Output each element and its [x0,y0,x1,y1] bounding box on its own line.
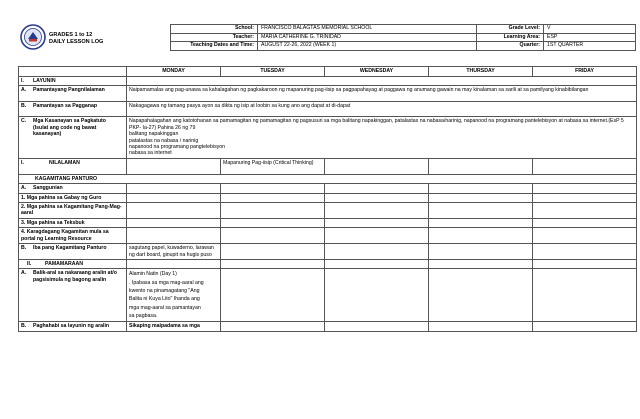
school-label: School: [171,25,258,34]
empty-cell [533,184,637,193]
empty-cell [533,218,637,227]
area-value: ESP [544,33,636,42]
empty-cell [429,218,533,227]
dates-value: AUGUST 22-26, 2022 (WEEK 1) [258,42,477,51]
form-title-line2: DAILY LESSON LOG [49,39,104,45]
b-text: Nakagagawa ng tamang pasya ayon sa dikta ng isip at loobin sa kung ano ang dapat at di-dapat [127,102,637,117]
day-tuesday: TUESDAY [221,67,325,77]
empty-cell [127,184,221,193]
nilalaman-mon [127,158,221,174]
a-label: Pamantayang Pangnilalaman [33,87,105,94]
dates-label: Teaching Dates and Time: [171,42,258,51]
empty-cell [221,193,325,202]
c-text-2: patalastas na nabasa / narinig [129,137,199,144]
row-sub2 [19,203,637,219]
day-monday: MONDAY [127,67,221,77]
row-sub1 [19,193,637,202]
nilalaman-fri [533,158,637,174]
paghahabi-num: B. [21,323,27,330]
empty-cell [533,322,637,331]
row-pamantayan-sa-pagganap [19,102,637,117]
empty-cell [221,218,325,227]
day-header-row [19,67,637,77]
row-pamantayang-pangnilalaman [19,86,637,102]
empty-cell [429,322,533,331]
balik-text-3: Balita ni Kuya Lito" Ihanda ang [129,296,200,303]
empty-cell [325,244,429,260]
teacher-label: Teacher: [171,33,258,42]
header-info-table [170,24,636,51]
row-paghahabi [19,322,637,331]
grade-value: V [544,25,636,34]
empty-cell [221,259,325,268]
empty-cell [221,228,325,244]
corner-cell [19,67,127,77]
layunin-heading [19,77,127,86]
balik-num: A. [21,270,27,277]
balik-text-1: . Ipabasa sa mga mag-aaral ang [129,279,204,286]
a-label-cell [19,86,127,102]
empty-cell [533,193,637,202]
empty-cell [221,184,325,193]
row-balik-aral [19,269,637,322]
balik-text-2: kwento na pinamagatang "Ang [129,287,200,294]
nilalaman-wed [325,158,429,174]
sub1-label: 1. Mga pahina sa Gabay ng Guro [19,193,127,202]
empty-cell [127,259,221,268]
grade-label: Grade Level: [477,25,544,34]
quarter-label: Quarter: [477,42,544,51]
row-mga-kasanayan [19,117,637,158]
iba-label-cell [19,244,127,260]
kagamitan-heading: KAGAMITANG PANTURO [19,174,637,183]
day-friday: FRIDAY [533,67,637,77]
empty-cell [429,203,533,219]
iba-text: sagutang papel, kuwaderno, larawan ng dart board, ginupit na hugis puso [127,244,221,260]
empty-cell [533,244,637,260]
nilalaman-label: NILALAMAN [49,159,80,166]
balik-text-cell [127,269,221,322]
paghahabi-label: Paghahabi sa layunin ng aralin [33,323,110,330]
balik-text-0: Alamin Natin (Day 1) [129,271,177,278]
row-layunin [19,77,637,86]
empty-cell [325,203,429,219]
layunin-label: LAYUNIN [33,78,56,84]
row-sub3 [19,218,637,227]
balik-label: Balik-aral sa nakaraang aralin at/o pagsisimula ng bagong aralin [33,270,117,283]
area-label: Learning Area: [477,33,544,42]
row-kagamitan [19,174,637,183]
empty-cell [325,322,429,331]
sub3-label: 3. Mga pahina sa Teksbuk [19,218,127,227]
empty-cell [325,193,429,202]
iba-num: B. [21,245,27,252]
empty-cell [127,203,221,219]
empty-cell [533,269,637,322]
empty-cell [429,228,533,244]
empty-cell [429,244,533,260]
empty-cell [325,259,429,268]
sub4-label: 4. Karagdagang Kagamitan mula sa portal ng Learning Resource [19,228,127,244]
empty-cell [429,193,533,202]
empty-cell [221,322,325,331]
deped-seal-icon [20,24,46,50]
c-text-3: napanood na programang pangtelebisyon [129,144,226,151]
b-label-cell [19,102,127,117]
sanggunian-label: Sanggunian [33,185,63,192]
day-wednesday: WEDNESDAY [325,67,429,77]
empty-cell [429,269,533,322]
c-label-cell [19,117,127,158]
c-text-1: balitang napakinggan [129,131,179,138]
sanggunian-cell [19,184,127,193]
empty-cell [221,203,325,219]
row-pamamaraan [19,259,637,268]
teacher-value: MARIA CATHERINE G. TRINIDAD [258,33,477,42]
pamamaraan-cell [19,259,127,268]
c-text-cell [127,117,637,158]
lesson-log-table [18,66,637,332]
pamamaraan-num: II. [27,260,32,267]
a-num: A. [21,87,27,94]
a-text: Naipamamalas ang pag-unawa sa kahalagahan ng pagkakaroon ng mapanuring pag-iisip sa pagpapahayag at paggawa ng anumang gawain na may kinalaman sa sarili at sa pamilyang kinabibilangan [127,86,637,102]
layunin-empty [127,77,637,86]
sanggunian-num: A. [21,185,27,192]
balik-text-4: mga mag-aaral sa pamantayan [129,304,201,311]
paghahabi-label-cell [19,322,127,331]
nilalaman-tue: Mapanuring Pag-iisip (Critical Thinking) [221,158,325,174]
day-thursday: THURSDAY [429,67,533,77]
c-sub: (Isulat ang code ng bawat kasanayan) [33,124,97,138]
layunin-num: I. [21,78,24,84]
c-text-0: Napapahalagahan ang katotohanan sa pamamagitan ng pamamagitan ng pagsusuri sa mga balitang napakinggan, patalastas na nabasa/narinig, napanood na programang pantelebisyon at nabasa sa internet.(EsP 5 PKP- Ia-27) Pahina 26 ng 79 [129,118,624,131]
empty-cell [429,259,533,268]
empty-cell [325,218,429,227]
c-num: C. [21,118,27,125]
nilalaman-cell [19,158,127,174]
empty-cell [221,244,325,260]
row-nilalaman [19,158,637,174]
empty-cell [325,228,429,244]
iba-label: Iba pang Kagamitang Panturo [33,245,107,252]
pamamaraan-label: PAMAMARAAN [45,260,83,267]
empty-cell [533,259,637,268]
row-iba-pang-kagamitan [19,244,637,260]
empty-cell [127,228,221,244]
sub2-label: 2. Mga pahina sa Kagamitang Pang-Mag-aaral [19,203,127,219]
empty-cell [533,228,637,244]
school-value: FRANCISCO BALAGTAS MEMORIAL SCHOOL [258,25,477,34]
paghahabi-text: Sikaping maipadama sa mga [127,322,221,331]
balik-label-cell [19,269,127,322]
nilalaman-thu [429,158,533,174]
nilalaman-num: I. [21,159,24,166]
c-text-4: nabasa sa internet [129,150,172,157]
c-label: Mga Kasanayan sa Pagkatuto [33,118,106,125]
b-label: Pamantayan sa Pagganap [33,103,98,110]
quarter-value: 1ST QUARTER [544,42,636,51]
empty-cell [325,269,429,322]
balik-text-5: sa pagbasa. [129,312,158,319]
row-sub4 [19,228,637,244]
b-num: B. [21,103,27,110]
empty-cell [325,184,429,193]
empty-cell [127,218,221,227]
form-title-line1: GRADES 1 to 12 [49,32,93,38]
empty-cell [221,269,325,322]
empty-cell [429,184,533,193]
empty-cell [127,193,221,202]
empty-cell [533,203,637,219]
row-sanggunian [19,184,637,193]
